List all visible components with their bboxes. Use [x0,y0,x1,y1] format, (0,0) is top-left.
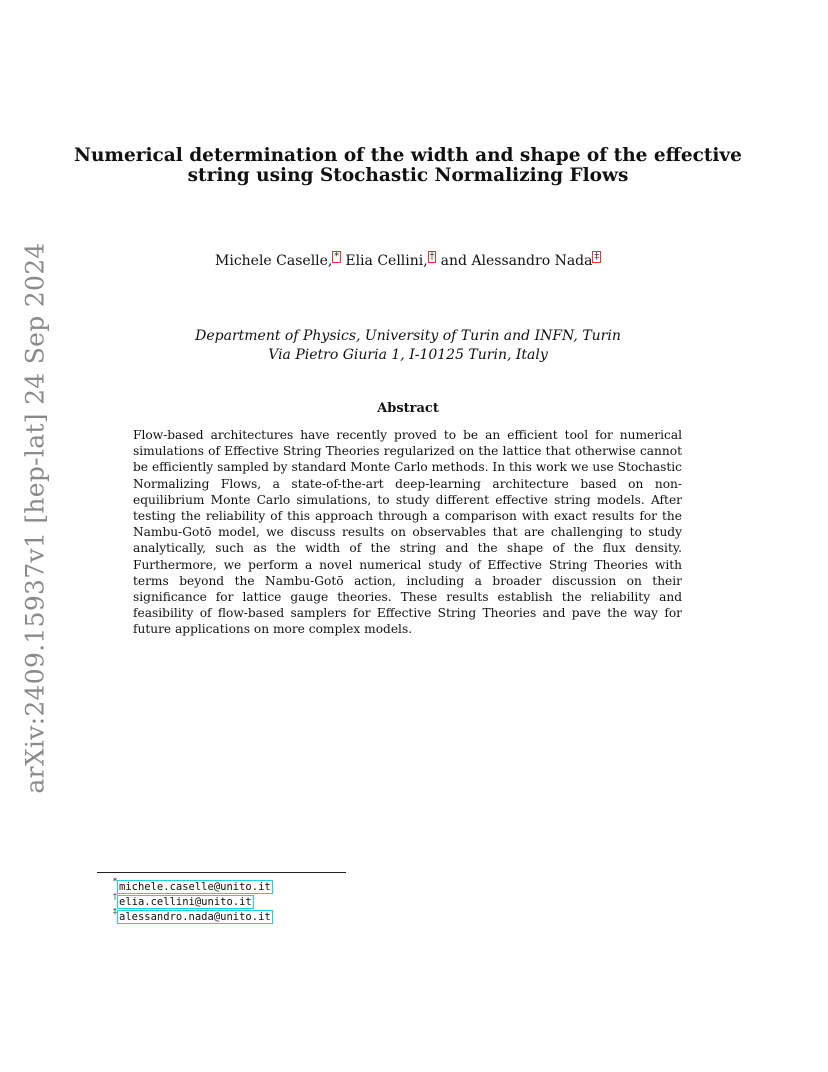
author-connector: and [440,253,467,269]
arxiv-sidebar [14,242,56,794]
author-name: Elia Cellini, [345,253,428,269]
title-line-1: Numerical determination of the width and shape of the effective [74,145,742,166]
footnote-symbol: * [113,877,117,886]
email-link[interactable]: alessandro.nada@unito.it [119,911,271,923]
footnote-link[interactable]: † [429,252,435,262]
footnote [113,892,273,907]
affiliation-line-2: Via Pietro Giuria 1, I-10125 Turin, Italy [268,347,548,363]
paper-title [60,146,756,186]
author-name: Michele Caselle, [215,253,333,269]
footnote-symbol: † [113,892,117,901]
footnote-link[interactable]: * [334,252,339,262]
abstract-heading: Abstract [377,401,439,416]
email-link[interactable]: michele.caselle@unito.it [119,881,271,893]
footnote [113,877,273,892]
footnotes [113,877,273,922]
footnote-symbol: ‡ [113,907,117,916]
title-line-2: string using Stochastic Normalizing Flows [187,165,629,186]
arxiv-identifier: arXiv:2409.15937v1 [hep-lat] 24 Sep 2024 [20,242,50,794]
footnote [113,907,273,922]
affiliation-line-1: Department of Physics, University of Turin and INFN, Turin [195,328,621,344]
author-name: Alessandro Nada [471,253,593,269]
author-list [60,252,756,270]
email-link[interactable]: elia.cellini@unito.it [119,896,252,908]
footnote-link[interactable]: ‡ [594,252,599,262]
footnote-rule [97,872,346,873]
affiliation [60,327,756,365]
abstract-text: Flow-based architectures have recently proved to be an efficient tool for numerical simulations of Effective String Theories regularized on the lattice that otherwise cannot be efficiently sampled by standard Monte Carlo methods. In this work we use Stochastic Normalizing Flows, a state-of-the-art deep-learning architecture based on non-equilibrium Monte Carlo simulations, to study different effective string models. After testing the reliability of this approach through a comparison with exact results for the Nambu-Gotō model, we discuss results on observables that are challenging to study analytically, such as the width of the string and the shape of the flux density. Furthermore, we perform a novel numerical study of Effective String Theories with terms beyond the Nambu-Gotō action, including a broader discussion on their significance for lattice gauge theories. These results establish the reliability and feasibility of flow-based samplers for Effective String Theories and pave the way for future applications on more complex models. [133,428,682,637]
